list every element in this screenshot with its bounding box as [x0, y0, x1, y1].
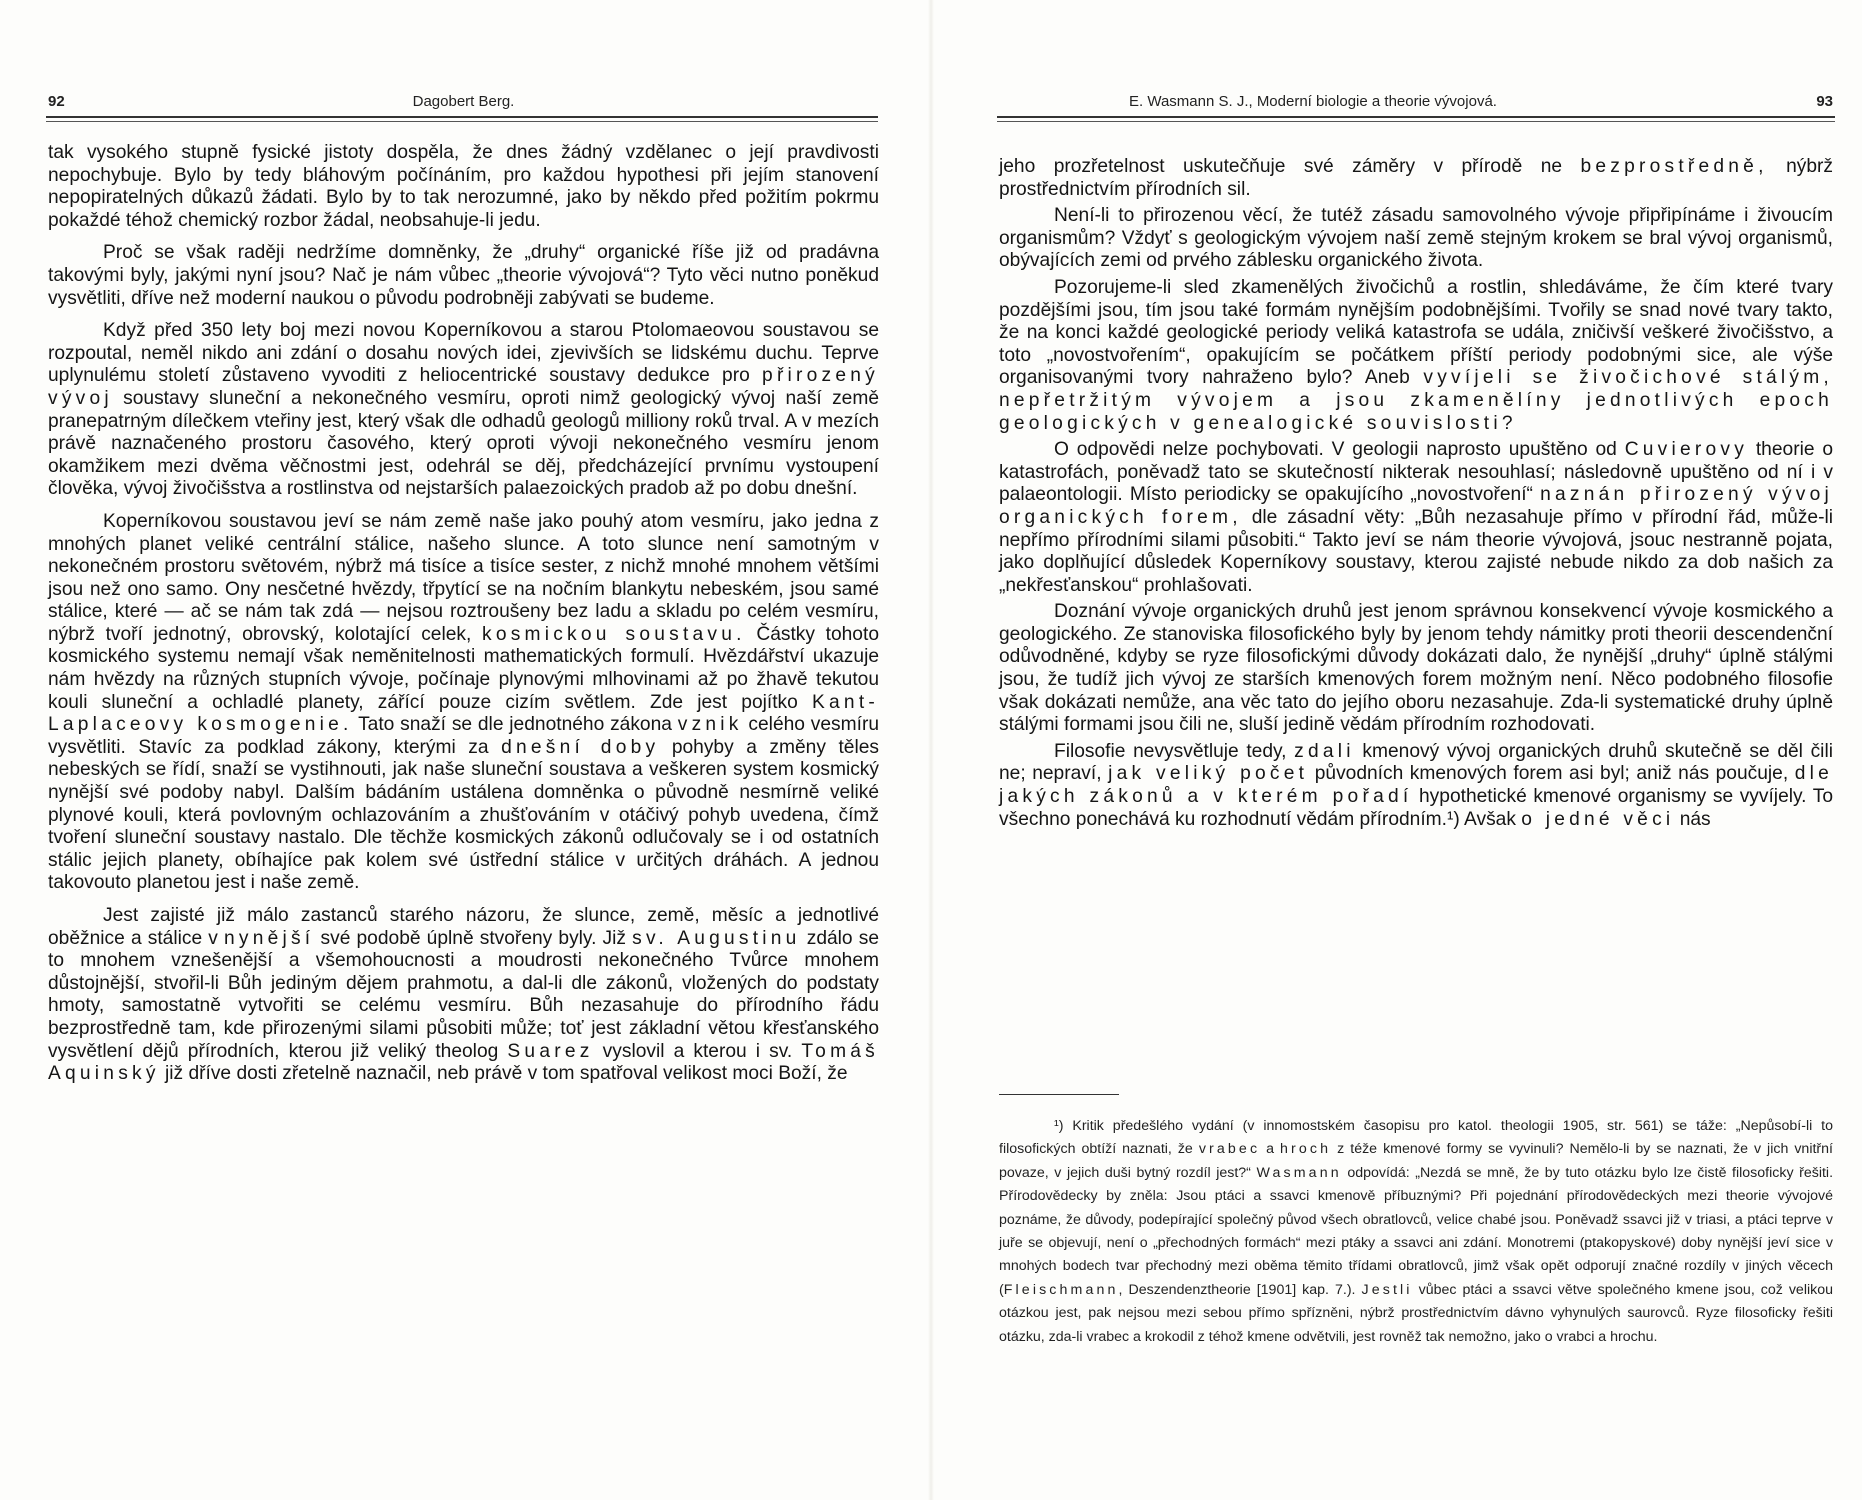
right-paragraph-6 [999, 741, 1833, 831]
left-paragraph-4 [48, 511, 879, 895]
right-page-body [999, 156, 1833, 831]
left-paragraph-2 [48, 242, 879, 310]
spaced-emphasis: dnešní doby [501, 736, 660, 758]
text-span: celého vesmíru vysvětliti. Stavíc za podklad zákony, kterými za [48, 714, 880, 758]
text-span: a [1266, 1141, 1275, 1158]
footnote [999, 1115, 1833, 1349]
spaced-emphasis: přirozený vývoj [48, 365, 879, 409]
right-header-rule [997, 116, 1835, 122]
spaced-emphasis: Tomáš Aquinský [48, 1040, 879, 1085]
left-running-head: Dagobert Berg. [412, 93, 515, 110]
text-span: Částky tohoto kosmického systemu nemají však neměnitelnosti mathematických formulí. Hvězdářství ukazuje nám hvězdy na různých stupních vývoje, počínaje plynovými mlhovinami až po žhavě tekutou kouli sluneční a ochladlé planety, zářící pouze cizím světlem. Zde jest pojítko [48, 623, 879, 713]
text-span: již dříve dosti zřetelně naznačil, neb právě v tom spatřoval velikost moci Boží, že [165, 1063, 848, 1085]
spaced-emphasis: o jedné věci [1521, 808, 1675, 830]
left-page-header [48, 93, 879, 115]
spaced-emphasis: vyvíjeli se živočichové stálým, nepřetržitým vývojem a jsou zkamenělíny jednotlivých epoch geologických v genealogické souvislosti? [999, 367, 1833, 434]
text-span: Pozorujeme-li sled zkamenělých živočichů a rostlin, shledáváme, že čím které tvary pozdějšími jsou, tím jsou také formám nynějším podobnějšími. Tvořily se snad nové tvary takto, že na konci každé geologické periody veliká katastrofa se udála, zničivší veškeré živočišstvo, a toto „novostvořením“, opakujícím se počátkem příští periody podobnými sice, ale výše organisovanými tvory nahraženo bylo? Aneb [999, 276, 1833, 389]
left-paragraph-1 [48, 142, 879, 232]
text-span: Doznání vývoje organických druhů jest jenom správnou konsekvencí vývoje kosmického a geologického. Ze stanoviska filosofického byly by jenom tehdy námitky proti theorii descendenční odůvodněné, kdyby se ryze filosofickými důvody dokázati dalo, že nynější „druhy“ úplně stálými jsou, že tudíž jich vývoj ze starších kmenových forem možným není. Něco podobného filosofie však dokázati nemůže, ana věc tato do jejího oboru nezasahuje. Zda-li systematické druhy úplně stálými formami jsou čili ne, sluší jedině vědám přírodním rozhodovati. [999, 601, 1833, 736]
left-page-body [48, 142, 879, 1086]
spaced-emphasis: Fleischmann [1003, 1281, 1119, 1298]
text-span: , Deszendenztheorie [1901] kap. 7.). [1118, 1281, 1356, 1298]
text-span: Jest zajisté již málo zastanců starého názoru, že slunce, země, měsíc a jednotlivé oběžnice a stálice v [48, 905, 879, 949]
footnote-paragraph [999, 1115, 1833, 1349]
left-paragraph-5 [48, 905, 879, 1086]
spaced-emphasis: Cuvierovy [1624, 439, 1749, 461]
right-paragraph-5 [999, 601, 1833, 737]
right-running-head: E. Wasmann S. J., Moderní biologie a theorie vývojová. [1129, 93, 1497, 110]
text-span: Když před 350 lety boj mezi novou Koperníkovou a starou Ptolomaeovou soustavou se rozpoutal, neměl nikdo ani zdání o dosahu nových idei, zjevivších se lidskému duchu. Teprve uplynulému století zůstaveno vyvoditi z heliocentrické soustavy dedukce pro [48, 320, 879, 387]
spaced-emphasis: vrabec [1198, 1141, 1261, 1158]
spaced-emphasis: sv. Augustinu [632, 927, 801, 949]
left-page-number: 92 [48, 93, 65, 110]
spaced-emphasis: naznán přirozený vývoj organických forem, [999, 484, 1833, 528]
text-span: dle zásadní věty: „Bůh nezasahuje přímo v přírodní řád, může-li nepřímo přírodními silami působiti.“ Takto jeví se nám theorie vývojová, jsouc nestranně pojata, jako doplňující důsledek Koperníkovy soustavy, kterou zajisté nebude nikdo za dob našich za „nekřesťanskou“ prohlašovati. [999, 506, 1833, 596]
text-span: Proč se však raději nedržíme domněnky, že „druhy“ organické říše již od pradávna takovými byly, jakými nyní jsou? Nač je nám vůbec „theorie vývojová“? Tyto věci nutno poněkud vysvětliti, dříve než moderní naukou o původu podrobněji zabývati se budeme. [48, 242, 879, 309]
right-paragraph-4 [999, 439, 1833, 597]
spaced-emphasis: vznik [677, 714, 743, 736]
text-span: theorie o katastrofách, poněvadž tato se skutečností nikterak nesouhlasí; následovně upuštěno od ní i v palaeontologii. Místo periodicky se opakujícího „novostvoření“ [999, 439, 1833, 506]
spaced-emphasis: zdali [1294, 740, 1355, 762]
right-page-header [999, 93, 1833, 115]
right-paragraph-1 [999, 156, 1833, 201]
text-span: Není-li to přirozenou věcí, že tutéž zásadu samovolného vývoje připřipínáme i živoucím organismům? Vždyť s geologickým vývojem naší země stejným krokem se bral vývoj organismů, obývajících zemi od prvého záblesku organického života. [999, 205, 1833, 272]
text-span: hypothetické kmenové organismy se vyvíjely. To všechno ponechává ku rozhodnutí vědám přírodním.¹) Avšak [999, 786, 1833, 830]
text-span: nýbrž prostřednictvím přírodních sil. [999, 156, 1833, 200]
spaced-emphasis: Wasmann [1256, 1164, 1342, 1181]
spaced-emphasis: kosmickou soustavu. [482, 623, 746, 645]
right-page-number: 93 [1816, 93, 1833, 110]
spaced-emphasis: Kant-Laplaceovy kosmogenie. [48, 691, 879, 736]
text-span: Koperníkovou soustavou jeví se nám země naše jako pouhý atom vesmíru, jako jedna z mnohých planet veliké centrální stálice, našeho slunce. A toto slunce není samotným v nekonečném prostoru světovém, nýbrž má tisíce a tisíce sester, z nichž mnohé mnohem většími jsou než ono samo. Ony nesčetné hvězdy, třpytící se na nočním blankytu nebeském, jsou samé stálice, které — ač se nám tak zdá — nejsou roztroušeny bez ladu a skladu po celém vesmíru, nýbrž tvoří jednotný, obrovský, kolotající celek, [48, 510, 879, 645]
spaced-emphasis: hroch [1280, 1141, 1332, 1158]
text-span: ¹) Kritik předešlého vydání (v innomostském časopisu pro katol. theologii 1905, str. 561) se táže: „Nepůsobí-li to filosofických obtíží naznati, že [999, 1118, 1833, 1158]
text-span: soustavy sluneční a nekonečného vesmíru, oproti nimž geologický vývoj naší země pranepatrným dílečkem vteřiny jest, který však dle odhadů geologů milliony roků trval. A v mezích právě naznačeného prostoru časového, který oproti vývoji nekonečného vesmíru jenom okamžikem mezi dvěma věčnostmi jest, odehrál se děj, předcházející prvnímu vystoupení člověka, vývoj živočišstva a rostlinstva od nejstarších palaezoických pradob až po dobu dnešní. [48, 387, 879, 500]
left-header-rule [46, 116, 878, 122]
left-paragraph-3 [48, 320, 879, 501]
text-span: své podobě úplně stvořeny byly. Již [320, 927, 627, 949]
right-paragraph-2 [999, 205, 1833, 273]
text-span: zdálo se to mnohem vznešenější a všemohoucnosti a moudrosti nekonečného Tvůrce mnohem důstojnější, stvořil-li Bůh jediným dějem prahmotu, a dal-li dle zákonů, vložených do podstaty hmoty, samostatně vytvořiti se celému vesmíru. Bůh nezasahuje do přírodního řádu bezprostředně tam, kde přirozenými silami působiti může; toť jest základní větou křesťanského vysvětlení dějů přírodních, kterou již veliký theolog [48, 927, 879, 1062]
text-span: vyslovil a kterou i sv. [602, 1040, 793, 1062]
footnote-rule [999, 1094, 1119, 1095]
spaced-emphasis: bezprostředně, [1580, 156, 1768, 177]
text-span: Filosofie nevysvětluje tedy, [1054, 740, 1287, 762]
spaced-emphasis: Jestli [1361, 1281, 1413, 1298]
text-span: kmenový vývoj organických druhů skutečně se děl čili ne; nepraví, [999, 740, 1833, 785]
text-span: z téže kmenové formy se vyvinuli? Nemělo-li by se naznati, že v jich vnitřní povaze, v jejich duši bytný rozdíl jest?“ [999, 1141, 1833, 1181]
spaced-emphasis: Suarez [507, 1040, 594, 1062]
text-span: původních kmenových forem asi byl; aniž nás poučuje, [1314, 763, 1789, 785]
spaced-emphasis: dle jakých zákonů a v kterém pořadí [999, 763, 1833, 808]
text-span: nás [1679, 808, 1711, 830]
right-page [931, 0, 1862, 1500]
text-span: vůbec ptáci a ssavci větve společného kmene jsou, což velikou otázkou jest, pak nejsou mezi sebou přímo spřízněni, nýbrž prostřednictvím dávno vyhynulých saurovců. Ryze filosoficky řešiti otázku, zda-li vrabec a krokodil z téhož kmene odvětvili, jest rovněž tak nemožno, jako o vrabci a hrochu. [999, 1281, 1834, 1345]
text-span: odpovídá: „Nezdá se mně, že by tuto otázku bylo lze čistě filosoficky řešiti. Přírodovědecky by zněla: Jsou ptáci a ssavci kmenově příbuznými? Při pojednání přírodovědeckých mezi theorie vývojové poznáme, že důvody, podepírající společný původ všech obratlovců, velice chabé jsou. Poněvadž ssavci již v triasi, a ptáci teprve v juře se objevují, není o „přechodných formách“ mezi ptáky a ssavci ani zdání. Monotremi (ptakopyskové) doby nynější jeví sice v mnohých bodech tvar přechodný mezi oběma těmito třídami obratlovců, jimž však opět odporují značné rozdíly v jiných věcech ( [999, 1164, 1834, 1298]
text-span: jeho prozřetelnost uskutečňuje své záměry v přírodě ne [999, 156, 1563, 177]
spaced-emphasis: jak veliký počet [1108, 763, 1309, 785]
text-span: pohyby a změny těles nebeských se řídí, snaží se vystihnouti, jak naše sluneční soustava a veškeren system kosmický nynější své podoby nabyl. Dalším bádáním ustálena domněnka o původně nesmírně veliké plynové kouli, která povlovným ochlazováním a zhušťováním v otáčivý pohyb uvedena, čímž tvoření sluneční soustavy nastalo. Dle těchže kosmických zákonů odlučovaly se i od ostatních stálic jejich planety, obíhajíce pak kolem své ústřední stálice v určitých dráhách. A jednou takovouto planetou jest i naše země. [48, 736, 879, 894]
text-span: Tato snaží se dle jednotného zákona [358, 714, 672, 736]
text-span: O odpovědi nelze pochybovati. V geologii naprosto upuštěno od [1054, 439, 1617, 461]
right-paragraph-3 [999, 277, 1833, 435]
spaced-emphasis: nynější [224, 927, 315, 949]
text-span: tak vysokého stupně fysické jistoty dospěla, že dnes žádný vzdělanec o její pravdivosti nepochybuje. Bylo by tedy bláhovým počínáním, pro každou hypothesi při jejím stanovení nepopiratelných důkazů žádati. Bylo by to tak nerozumné, jako by někdo před požitím pokrmu pokaždé téhož chemický rozbor žádal, neobsahuje-li jedu. [48, 142, 879, 231]
